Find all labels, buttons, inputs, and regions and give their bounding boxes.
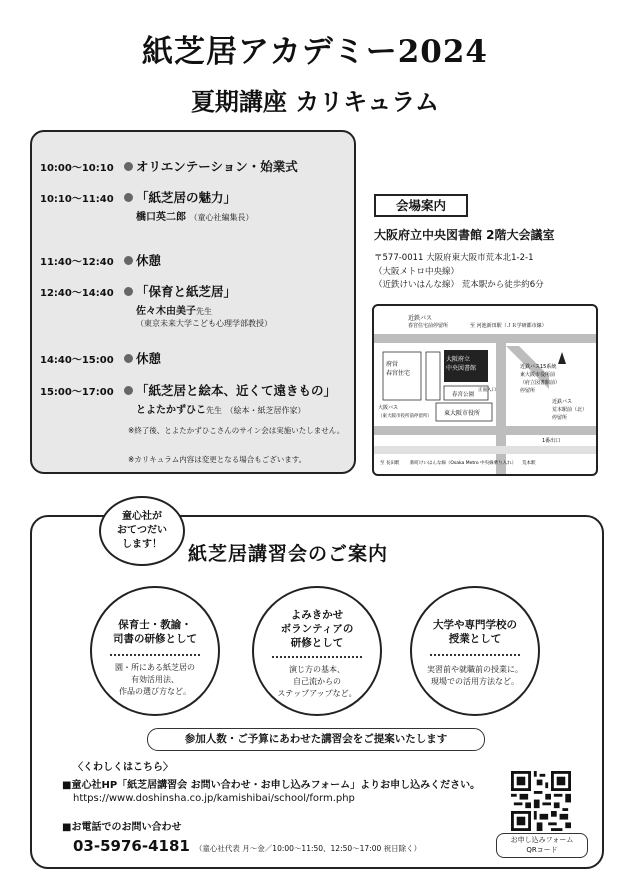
- qr-code-icon[interactable]: [511, 771, 571, 831]
- badge-line: おてつだい: [117, 525, 167, 536]
- venue-heading: 会場案内: [374, 194, 468, 217]
- map-label-cityhall: 東大阪市役所: [444, 410, 481, 417]
- venue-line-1: （大阪メトロ中央線）: [374, 267, 460, 277]
- circle-body: 現場での活用方法など。: [431, 677, 519, 686]
- workshop-circle: [90, 586, 220, 716]
- qr-caption-line1: お申し込みフォーム: [510, 836, 574, 844]
- schedule-time: 12:40〜14:40: [40, 288, 114, 299]
- schedule-activity: 休憩: [136, 351, 162, 366]
- schedule-activity: 「紙芝居と絵本、近くて遠きもの」: [136, 383, 337, 398]
- lecturer-name: 橋口英二郎: [136, 212, 186, 223]
- proposal-pill: 参加人数・ご予算にあわせた講習会をご提案いたします: [147, 728, 485, 751]
- circle-body: 自己流からの: [293, 677, 341, 686]
- circle-body: 有効活用法、: [131, 675, 179, 684]
- schedule-activity: 休憩: [136, 253, 162, 268]
- map-label-bus-right3: （府立図書館前）: [520, 380, 561, 386]
- map-label-residence2: 春宮住宅: [386, 370, 411, 377]
- badge-line: 童心社が: [122, 511, 162, 522]
- bullet-dot-icon: [124, 162, 133, 171]
- map-label-bus-left1: 大阪バス: [378, 405, 399, 411]
- map-label-bus-top: 近鉄バス: [408, 315, 433, 322]
- map-building-block: [426, 352, 440, 400]
- map-label-north: 荒本駅前（北）: [552, 407, 588, 413]
- circle-body: 実習前や就職前の授業に。: [427, 665, 523, 674]
- lecturer-line: [136, 302, 212, 317]
- circle-title: 授業として: [448, 633, 502, 645]
- bullet-dot-icon: [124, 193, 133, 202]
- badge-line: します！: [122, 539, 162, 550]
- contact-web-line: ■童心社HP「紙芝居講習会 お問い合わせ・お申し込みフォーム」よりお申し込みください。: [62, 780, 481, 791]
- circle-body: 演じ方の基本、: [289, 665, 345, 674]
- schedule-activity: 「保育と紙芝居」: [136, 284, 237, 299]
- phone-number: 03-5976-4181: [73, 837, 190, 855]
- lecturer-honorific: 先生: [196, 307, 212, 316]
- divider: [430, 654, 520, 656]
- badge: [99, 496, 185, 566]
- map-label-kinkyo: 至 河池新田駅（ＪＲ学研都市線）: [470, 323, 547, 329]
- circle-body: ステップアップなど。: [277, 689, 357, 698]
- map-label-station-exit: 1番出口: [542, 438, 561, 444]
- map-label-bus-right5: 近鉄バス: [552, 399, 573, 405]
- workshop-circle: [410, 586, 540, 716]
- page-title: 紙芝居アカデミー2024: [142, 34, 488, 70]
- lecturer-name: とよたかずひこ: [136, 405, 206, 416]
- map-label-bus-right1: 近鉄バス15系統: [520, 364, 557, 370]
- circle-title: よみきかせ: [290, 609, 344, 621]
- map-label-bus-right6: 停留所: [552, 415, 568, 421]
- venue-name: 大阪府立中央図書館 2階大会議室: [374, 228, 555, 242]
- map-label-entrance: 正面入口: [478, 388, 496, 393]
- bullet-dot-icon: [124, 287, 133, 296]
- workshop-circle: [252, 586, 382, 716]
- schedule-time: 10:10〜11:40: [40, 194, 114, 205]
- phone-hours: （童心社代表 月〜金／10:00〜11:50、12:50〜17:00 祝日除く）: [194, 844, 422, 853]
- map-railway: [374, 446, 596, 454]
- page-subtitle: 夏期講座 カリキュラム: [190, 87, 440, 116]
- schedule-time: 15:00〜17:00: [40, 387, 114, 398]
- map-label-bus-right2: 東大阪市役所前: [520, 372, 556, 378]
- map-label-bottom: 至 長田駅 新町けいはんな線（Osaka Metro 中央線乗り入れ） 荒本駅: [380, 461, 536, 466]
- schedule-time: 14:40〜15:00: [40, 355, 114, 366]
- circle-title: 保育士・教諭・: [118, 619, 192, 631]
- schedule-time: 11:40〜12:40: [40, 257, 114, 268]
- qr-caption-line2: QRコード: [526, 846, 558, 854]
- map-label-bus-left2: （東大阪市役所前停留所）: [378, 414, 432, 419]
- bullet-dot-icon: [124, 256, 133, 265]
- bullet-dot-icon: [124, 386, 133, 395]
- schedule-note-change: ※カリキュラム内容は変更となる場合もございます。: [128, 455, 307, 464]
- form-url-link[interactable]: https://www.doshinsha.co.jp/kamishibai/school/form.php: [73, 793, 355, 804]
- venue-line-2: （近鉄けいはんな線） 荒本駅から徒歩約6分: [374, 280, 544, 290]
- lecturer-title: （絵本・紙芝居作家）: [225, 406, 306, 415]
- north-arrow-icon: [558, 352, 566, 364]
- circle-title: 大学や専門学校の: [433, 619, 517, 631]
- lecturer-line: [136, 401, 305, 416]
- lecturer-name: 佐々木由美子: [136, 306, 196, 317]
- circle-title: 司書の研修として: [113, 633, 197, 645]
- divider: [272, 656, 362, 658]
- map-label-library1: 大阪府立: [446, 356, 471, 363]
- map-road-bottom: [374, 426, 596, 435]
- venue-map: [372, 304, 598, 476]
- lecturer-title: （童心社編集長）: [189, 213, 254, 222]
- schedule-note-signing: ※終了後、とよたかずひこさんのサイン会は実施いたしません。: [128, 426, 345, 435]
- venue-address: 〒577-0011 大阪府東大阪市荒本北1-2-1: [374, 253, 534, 263]
- map-label-bus-right4: 停留所: [520, 388, 536, 394]
- lecturer-honorific: 先生: [206, 406, 222, 415]
- schedule-activity: 「紙芝居の魅力」: [136, 190, 237, 205]
- workshop-heading: 紙芝居講習会のご案内: [188, 543, 389, 565]
- schedule-box: [30, 130, 356, 474]
- phone-line: [73, 836, 421, 855]
- bullet-dot-icon: [124, 354, 133, 363]
- lecturer-line: [136, 208, 253, 223]
- map-label-bus-top2: 春宮住宅前停留所: [408, 323, 449, 329]
- qr-caption: [496, 833, 588, 858]
- lecturer-title: （東京未来大学こども心理学部教授）: [136, 319, 272, 328]
- map-road-top: [374, 334, 596, 343]
- schedule-activity: オリエンテーション・始業式: [136, 159, 298, 174]
- circle-body: 作品の選び方など。: [119, 687, 191, 696]
- circle-title: ボランティアの: [280, 623, 354, 635]
- divider: [110, 654, 200, 656]
- contact-heading: 〈くわしくはこちら〉: [73, 762, 173, 773]
- circle-body: 園・所にある紙芝居の: [115, 663, 195, 672]
- map-label-park: 春宮公園: [452, 392, 475, 398]
- phone-heading: ■お電話でのお問い合わせ: [62, 822, 182, 833]
- map-label-residence1: 府営: [386, 361, 399, 368]
- schedule-time: 10:00〜10:10: [40, 163, 114, 174]
- circle-title: 研修として: [290, 637, 344, 649]
- map-label-library2: 中央図書館: [446, 365, 477, 372]
